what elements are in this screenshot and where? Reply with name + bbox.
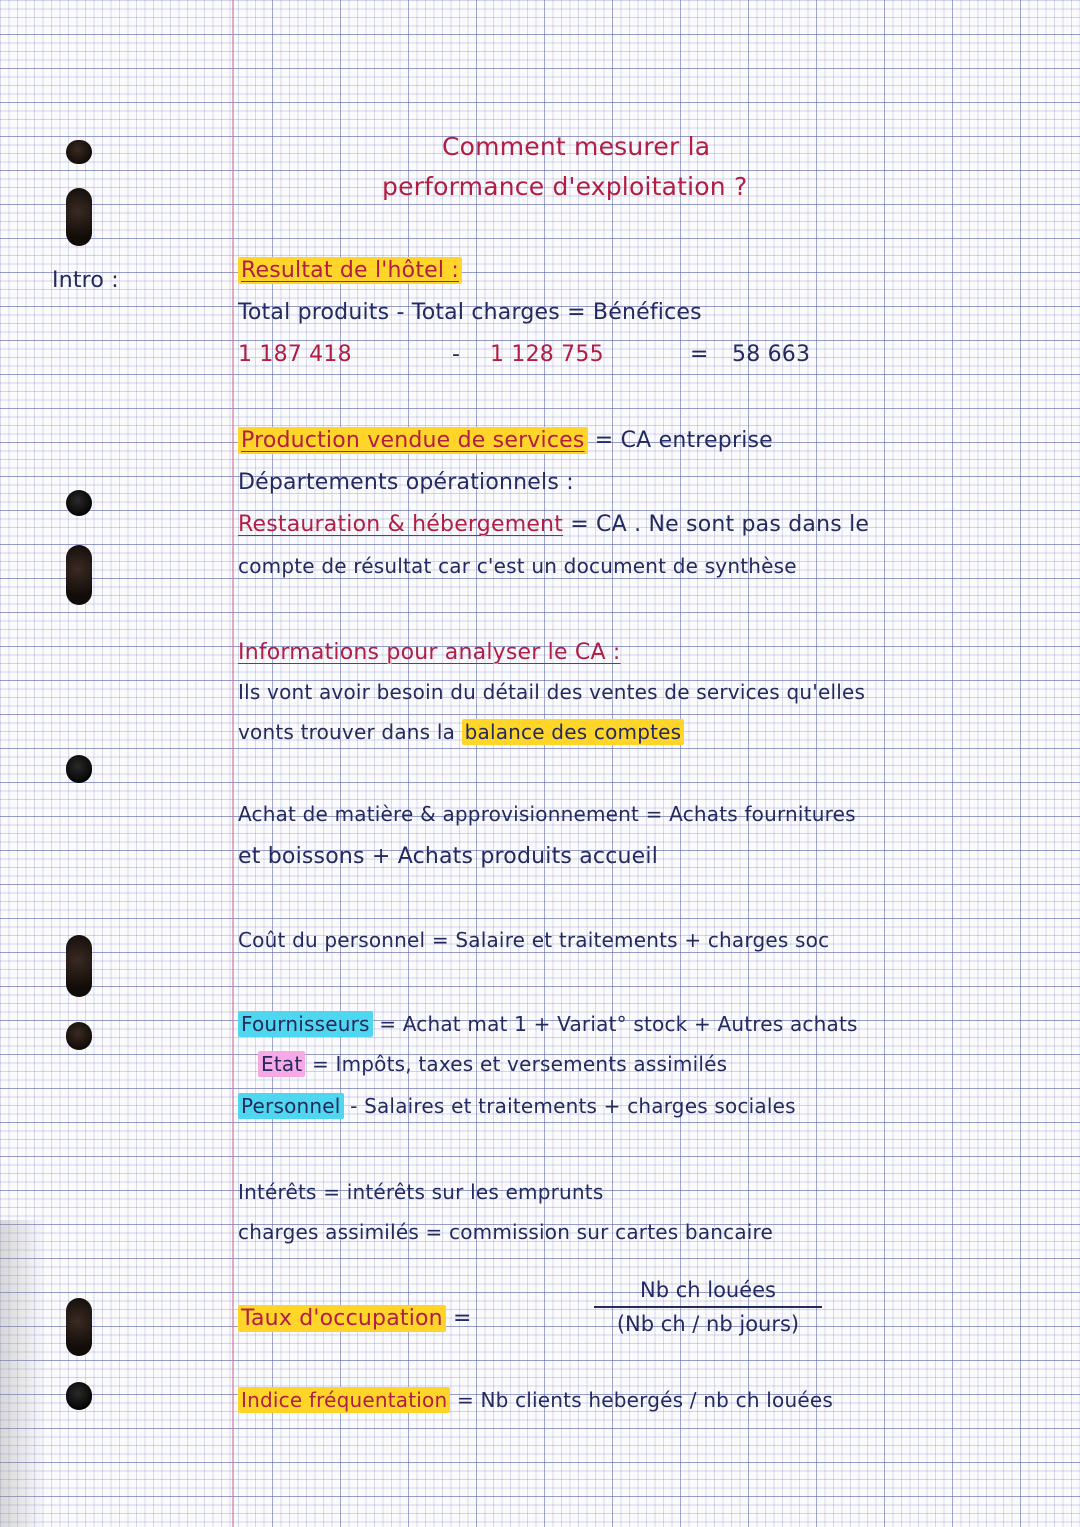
grid-line	[0, 272, 1080, 273]
production-line-3-term: Restauration & hébergement	[238, 512, 564, 537]
etat-definition: = Impôts, taxes et versements assimilés	[311, 1052, 728, 1076]
production-line-3-rest: = CA . Ne sont pas dans le	[570, 512, 870, 537]
grid-line	[884, 0, 885, 1527]
informations-line-3-start: vonts trouver dans la	[238, 720, 456, 744]
binder-hole	[66, 755, 92, 783]
resultat-heading	[238, 258, 462, 283]
indice-definition: = Nb clients hebergés / nb ch louées	[456, 1388, 833, 1412]
title-line-2: performance d'exploitation ?	[382, 172, 748, 201]
grid-line	[0, 952, 1080, 953]
grid-line	[0, 510, 1080, 511]
fournisseurs-term: Fournisseurs	[238, 1011, 373, 1037]
fournisseurs-line	[238, 1012, 858, 1036]
binder-hole	[66, 1382, 92, 1410]
grid-line	[1020, 0, 1021, 1527]
cout-personnel-line: Coût du personnel = Salaire et traitements + charges soc	[238, 928, 830, 952]
resultat-benefices-value: 58 663	[732, 342, 811, 367]
grid-line	[952, 0, 953, 1527]
grid-line	[544, 0, 545, 1527]
fraction-bar	[594, 1306, 822, 1308]
interets-line-2	[238, 1220, 773, 1244]
personnel-definition: - Salaires et traitements + charges sociales	[350, 1094, 796, 1118]
personnel-term: Personnel	[238, 1093, 344, 1119]
taux-equals: =	[453, 1306, 472, 1331]
taux-fraction	[594, 1278, 822, 1336]
personnel-line	[238, 1094, 796, 1118]
title-line-1: Comment mesurer la	[442, 132, 711, 161]
grid-line	[0, 1360, 1080, 1361]
grid-line	[0, 408, 1080, 409]
grid-line	[0, 34, 1080, 35]
indice-line	[238, 1388, 833, 1412]
grid-line	[0, 238, 1080, 239]
charges-assimiles-definition: = commission sur cartes bancaire	[425, 1220, 774, 1244]
production-line-4: compte de résultat car c'est un document de synthèse	[238, 554, 797, 578]
grid-line	[0, 1088, 1080, 1089]
binder-hole	[66, 1022, 92, 1050]
grid-line	[0, 1496, 1080, 1497]
taux-term: Taux d'occupation	[238, 1305, 446, 1332]
grid-line	[0, 544, 1080, 545]
fournisseurs-definition: = Achat mat 1 + Variat° stock + Autres achats	[379, 1012, 858, 1036]
resultat-heading-text: Resultat de l'hôtel :	[238, 257, 462, 284]
grid-line	[0, 102, 1080, 103]
informations-line-2: Ils vont avoir besoin du détail des ventes de services qu'elles	[238, 680, 866, 704]
page-shadow	[0, 1220, 42, 1527]
taux-line	[238, 1306, 472, 1331]
resultat-equals: =	[690, 342, 709, 367]
production-definition: = CA entreprise	[594, 428, 773, 453]
grid-line	[0, 1258, 1080, 1259]
resultat-minus: -	[452, 342, 461, 367]
taux-denominator: (Nb ch / nb jours)	[616, 1312, 800, 1336]
informations-highlight: balance des comptes	[462, 719, 685, 745]
binder-hole	[66, 935, 92, 997]
grid-line	[0, 578, 1080, 579]
grid-line	[0, 986, 1080, 987]
binder-hole	[66, 188, 92, 246]
binder-hole	[66, 545, 92, 605]
production-term: Production vendue de services	[238, 427, 588, 454]
resultat-charges-value: 1 128 755	[490, 342, 604, 367]
grid-line	[272, 0, 273, 1527]
resultat-produits-value: 1 187 418	[238, 342, 352, 367]
taux-numerator: Nb ch louées	[639, 1278, 777, 1302]
grid-line	[0, 884, 1080, 885]
production-line-2: Départements opérationnels :	[238, 470, 574, 495]
resultat-formula: Total produits - Total charges = Bénéfices	[238, 300, 702, 325]
grid-line	[0, 1122, 1080, 1123]
achat-line-1: Achat de matière & approvisionnement = Achats fournitures	[238, 802, 856, 826]
grid-line	[476, 0, 477, 1527]
interets-definition: = intérêts sur les emprunts	[323, 1180, 604, 1204]
charges-assimiles-term: charges assimilés	[238, 1220, 419, 1244]
grid-line	[340, 0, 341, 1527]
grid-line	[0, 714, 1080, 715]
informations-heading: Informations pour analyser le CA :	[238, 640, 621, 665]
grid-line	[0, 1156, 1080, 1157]
etat-term: Etat	[258, 1051, 305, 1077]
etat-line	[258, 1052, 727, 1076]
grid-line	[0, 374, 1080, 375]
grid-line	[0, 612, 1080, 613]
achat-line-2: et boissons + Achats produits accueil	[238, 844, 659, 869]
margin-line	[232, 0, 234, 1527]
grid-line	[0, 1326, 1080, 1327]
grid-line	[408, 0, 409, 1527]
grid-line	[0, 918, 1080, 919]
informations-line-3	[238, 720, 684, 744]
indice-term: Indice fréquentation	[238, 1387, 450, 1413]
grid-line	[0, 1462, 1080, 1463]
interets-term: Intérêts	[238, 1180, 317, 1204]
interets-line-1	[238, 1180, 603, 1204]
grid-line	[0, 1292, 1080, 1293]
binder-hole	[66, 490, 92, 516]
grid-line	[0, 1428, 1080, 1429]
binder-hole	[66, 140, 92, 164]
grid-line	[0, 340, 1080, 341]
binder-hole	[66, 1298, 92, 1356]
production-line-3	[238, 512, 869, 537]
grid-line	[0, 170, 1080, 171]
grid-line	[0, 204, 1080, 205]
grid-line	[0, 748, 1080, 749]
grid-line	[0, 782, 1080, 783]
production-line-1	[238, 428, 773, 453]
margin-label: Intro :	[52, 268, 119, 293]
grid-line	[0, 68, 1080, 69]
